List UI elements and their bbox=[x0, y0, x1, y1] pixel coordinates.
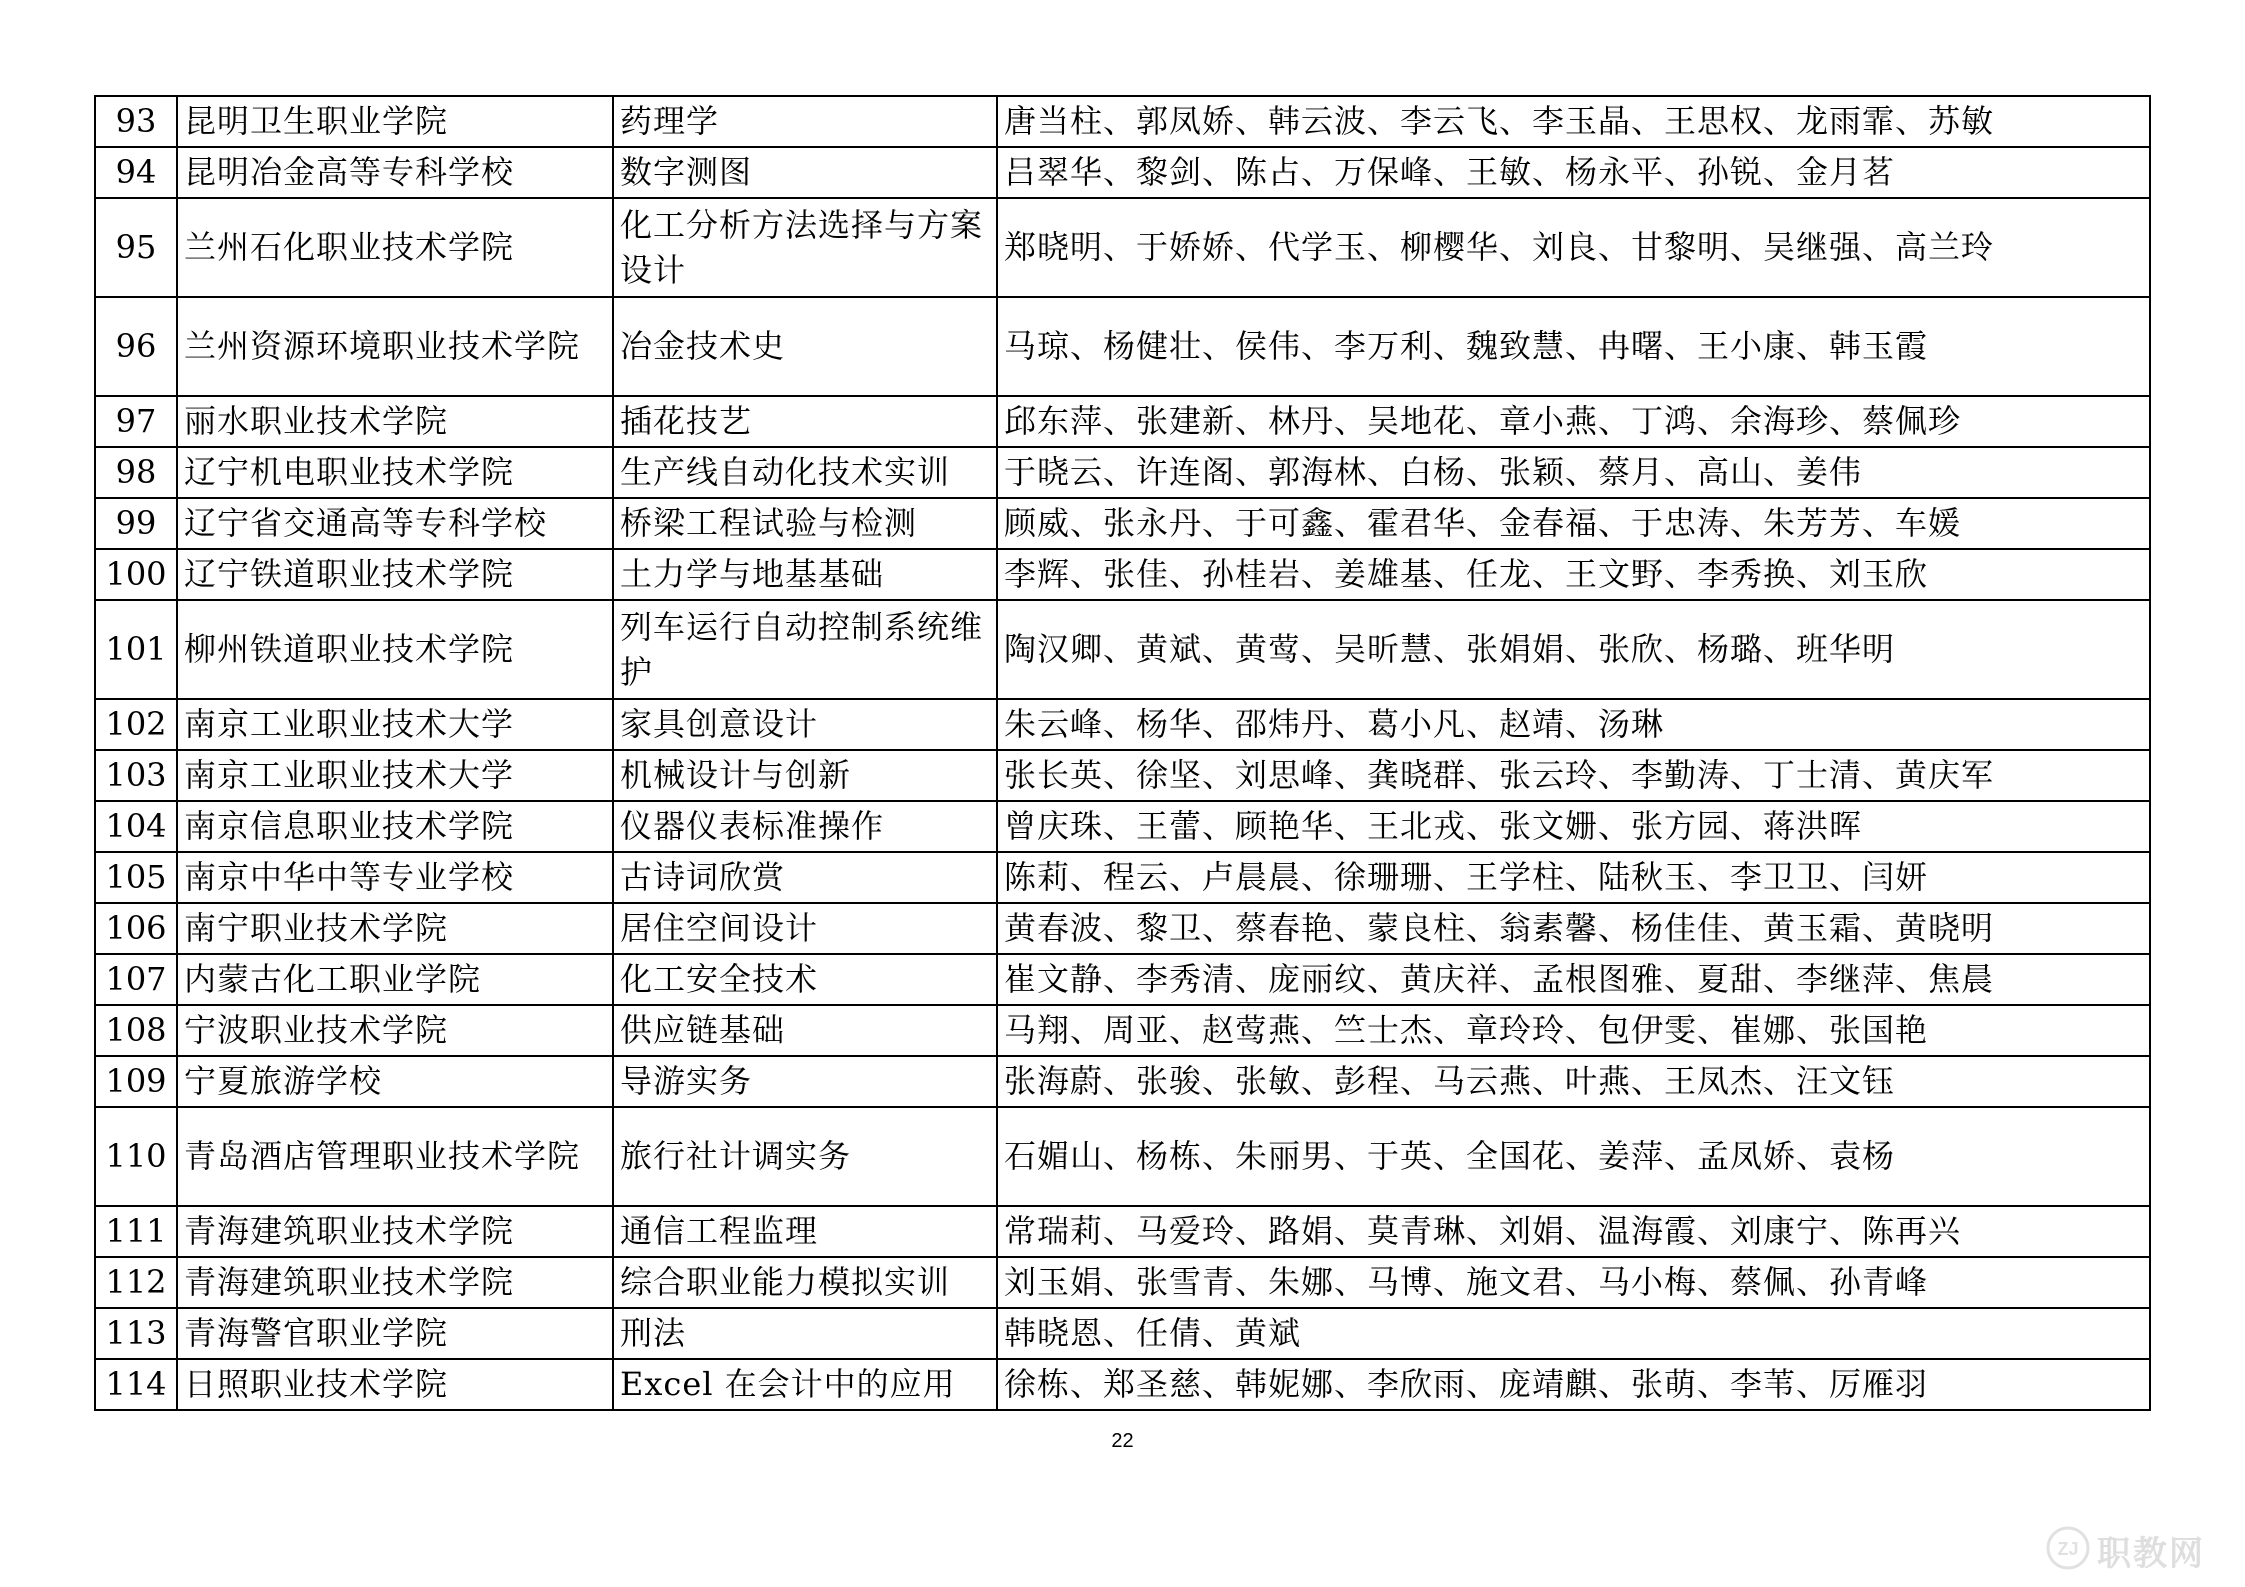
course-name: 化工安全技术 bbox=[613, 954, 997, 1005]
school-name: 柳州铁道职业技术学院 bbox=[177, 600, 613, 699]
school-name: 青岛酒店管理职业技术学院 bbox=[177, 1107, 613, 1206]
team-members: 李辉、张佳、孙桂岩、姜雄基、任龙、王文野、李秀换、刘玉欣 bbox=[997, 549, 2150, 600]
course-team-table bbox=[94, 95, 2151, 1411]
row-number: 109 bbox=[95, 1056, 177, 1107]
table-row bbox=[95, 549, 2150, 600]
school-name: 兰州石化职业技术学院 bbox=[177, 198, 613, 297]
team-members: 常瑞莉、马爱玲、路娟、莫青琳、刘娟、温海霞、刘康宁、陈再兴 bbox=[997, 1206, 2150, 1257]
team-members: 唐当柱、郭凤娇、韩云波、李云飞、李玉晶、王思权、龙雨霏、苏敏 bbox=[997, 96, 2150, 147]
school-name: 南宁职业技术学院 bbox=[177, 903, 613, 954]
page-number: 22 bbox=[1111, 1430, 1134, 1452]
row-number: 93 bbox=[95, 96, 177, 147]
row-number: 97 bbox=[95, 396, 177, 447]
school-name: 辽宁铁道职业技术学院 bbox=[177, 549, 613, 600]
table-row bbox=[95, 750, 2150, 801]
course-name: 通信工程监理 bbox=[613, 1206, 997, 1257]
row-number: 107 bbox=[95, 954, 177, 1005]
row-number: 111 bbox=[95, 1206, 177, 1257]
course-name: 插花技艺 bbox=[613, 396, 997, 447]
school-name: 辽宁省交通高等专科学校 bbox=[177, 498, 613, 549]
team-members: 石媚山、杨栋、朱丽男、于英、全国花、姜萍、孟凤娇、袁杨 bbox=[997, 1107, 2150, 1206]
table-row bbox=[95, 1206, 2150, 1257]
table-row bbox=[95, 954, 2150, 1005]
table-row bbox=[95, 297, 2150, 396]
row-number: 114 bbox=[95, 1359, 177, 1410]
team-members: 张长英、徐坚、刘思峰、龚晓群、张云玲、李勤涛、丁士清、黄庆军 bbox=[997, 750, 2150, 801]
course-name: 冶金技术史 bbox=[613, 297, 997, 396]
team-members: 马翔、周亚、赵莺燕、竺士杰、章玲玲、包伊雯、崔娜、张国艳 bbox=[997, 1005, 2150, 1056]
course-name: 列车运行自动控制系统维护 bbox=[613, 600, 997, 699]
team-members: 曾庆珠、王蕾、顾艳华、王北戎、张文姗、张方园、蒋洪晖 bbox=[997, 801, 2150, 852]
row-number: 96 bbox=[95, 297, 177, 396]
row-number: 103 bbox=[95, 750, 177, 801]
row-number: 94 bbox=[95, 147, 177, 198]
school-name: 宁夏旅游学校 bbox=[177, 1056, 613, 1107]
school-name: 南京中华中等专业学校 bbox=[177, 852, 613, 903]
row-number: 99 bbox=[95, 498, 177, 549]
course-name: 土力学与地基基础 bbox=[613, 549, 997, 600]
row-number: 100 bbox=[95, 549, 177, 600]
table-row bbox=[95, 699, 2150, 750]
table-row bbox=[95, 396, 2150, 447]
team-members: 马琼、杨健壮、侯伟、李万利、魏致慧、冉曙、王小康、韩玉霞 bbox=[997, 297, 2150, 396]
team-members: 朱云峰、杨华、邵炜丹、葛小凡、赵靖、汤琳 bbox=[997, 699, 2150, 750]
school-name: 兰州资源环境职业技术学院 bbox=[177, 297, 613, 396]
team-members: 于晓云、许连阁、郭海林、白杨、张颖、蔡月、高山、姜伟 bbox=[997, 447, 2150, 498]
school-name: 南京工业职业技术大学 bbox=[177, 699, 613, 750]
course-name: 化工分析方法选择与方案设计 bbox=[613, 198, 997, 297]
school-name: 内蒙古化工职业学院 bbox=[177, 954, 613, 1005]
table-row bbox=[95, 198, 2150, 297]
table-body bbox=[95, 96, 2150, 1410]
school-name: 青海建筑职业技术学院 bbox=[177, 1257, 613, 1308]
school-name: 丽水职业技术学院 bbox=[177, 396, 613, 447]
row-number: 110 bbox=[95, 1107, 177, 1206]
team-members: 郑晓明、于娇娇、代学玉、柳樱华、刘良、甘黎明、吴继强、高兰玲 bbox=[997, 198, 2150, 297]
course-name: 数字测图 bbox=[613, 147, 997, 198]
table-row bbox=[95, 1308, 2150, 1359]
team-members: 黄春波、黎卫、蔡春艳、蒙良柱、翁素馨、杨佳佳、黄玉霜、黄晓明 bbox=[997, 903, 2150, 954]
school-name: 日照职业技术学院 bbox=[177, 1359, 613, 1410]
course-name: Excel 在会计中的应用 bbox=[613, 1359, 997, 1410]
school-name: 青海建筑职业技术学院 bbox=[177, 1206, 613, 1257]
table-row bbox=[95, 147, 2150, 198]
team-members: 刘玉娟、张雪青、朱娜、马博、施文君、马小梅、蔡佩、孙青峰 bbox=[997, 1257, 2150, 1308]
team-members: 张海蔚、张骏、张敏、彭程、马云燕、叶燕、王凤杰、汪文钰 bbox=[997, 1056, 2150, 1107]
course-name: 药理学 bbox=[613, 96, 997, 147]
watermark-text: 职教网 bbox=[2097, 1533, 2205, 1574]
table-row bbox=[95, 447, 2150, 498]
svg-text:ZJ: ZJ bbox=[2057, 1539, 2079, 1559]
course-name: 导游实务 bbox=[613, 1056, 997, 1107]
course-name: 家具创意设计 bbox=[613, 699, 997, 750]
table-row bbox=[95, 1107, 2150, 1206]
school-name: 南京信息职业技术学院 bbox=[177, 801, 613, 852]
row-number: 104 bbox=[95, 801, 177, 852]
row-number: 106 bbox=[95, 903, 177, 954]
row-number: 105 bbox=[95, 852, 177, 903]
table-row bbox=[95, 903, 2150, 954]
table-row bbox=[95, 96, 2150, 147]
table-row bbox=[95, 1005, 2150, 1056]
table-row bbox=[95, 852, 2150, 903]
school-name: 昆明冶金高等专科学校 bbox=[177, 147, 613, 198]
team-members: 韩晓恩、任倩、黄斌 bbox=[997, 1308, 2150, 1359]
row-number: 95 bbox=[95, 198, 177, 297]
school-name: 宁波职业技术学院 bbox=[177, 1005, 613, 1056]
team-members: 吕翠华、黎剑、陈占、万保峰、王敏、杨永平、孙锐、金月茗 bbox=[997, 147, 2150, 198]
course-name: 机械设计与创新 bbox=[613, 750, 997, 801]
course-name: 桥梁工程试验与检测 bbox=[613, 498, 997, 549]
course-name: 供应链基础 bbox=[613, 1005, 997, 1056]
zj-logo-icon bbox=[2045, 1525, 2091, 1575]
table-row bbox=[95, 1359, 2150, 1410]
course-name: 生产线自动化技术实训 bbox=[613, 447, 997, 498]
course-name: 居住空间设计 bbox=[613, 903, 997, 954]
school-name: 南京工业职业技术大学 bbox=[177, 750, 613, 801]
school-name: 昆明卫生职业学院 bbox=[177, 96, 613, 147]
team-members: 顾威、张永丹、于可鑫、霍君华、金春福、于忠涛、朱芳芳、车媛 bbox=[997, 498, 2150, 549]
row-number: 102 bbox=[95, 699, 177, 750]
row-number: 113 bbox=[95, 1308, 177, 1359]
watermark-logo bbox=[2045, 1525, 2205, 1575]
row-number: 101 bbox=[95, 600, 177, 699]
row-number: 108 bbox=[95, 1005, 177, 1056]
table-row bbox=[95, 1056, 2150, 1107]
school-name: 辽宁机电职业技术学院 bbox=[177, 447, 613, 498]
table-row bbox=[95, 1257, 2150, 1308]
table-row bbox=[95, 498, 2150, 549]
team-members: 陶汉卿、黄斌、黄莺、吴昕慧、张娟娟、张欣、杨璐、班华明 bbox=[997, 600, 2150, 699]
team-members: 陈莉、程云、卢晨晨、徐珊珊、王学柱、陆秋玉、李卫卫、闫妍 bbox=[997, 852, 2150, 903]
team-members: 邱东萍、张建新、林丹、吴地花、章小燕、丁鸿、余海珍、蔡佩珍 bbox=[997, 396, 2150, 447]
table-row bbox=[95, 600, 2150, 699]
course-name: 仪器仪表标准操作 bbox=[613, 801, 997, 852]
course-name: 综合职业能力模拟实训 bbox=[613, 1257, 997, 1308]
row-number: 98 bbox=[95, 447, 177, 498]
course-name: 古诗词欣赏 bbox=[613, 852, 997, 903]
table-row bbox=[95, 801, 2150, 852]
school-name: 青海警官职业学院 bbox=[177, 1308, 613, 1359]
team-members: 徐栋、郑圣慈、韩妮娜、李欣雨、庞靖麒、张萌、李苇、厉雁羽 bbox=[997, 1359, 2150, 1410]
course-name: 旅行社计调实务 bbox=[613, 1107, 997, 1206]
row-number: 112 bbox=[95, 1257, 177, 1308]
course-name: 刑法 bbox=[613, 1308, 997, 1359]
team-members: 崔文静、李秀清、庞丽纹、黄庆祥、孟根图雅、夏甜、李继萍、焦晨 bbox=[997, 954, 2150, 1005]
